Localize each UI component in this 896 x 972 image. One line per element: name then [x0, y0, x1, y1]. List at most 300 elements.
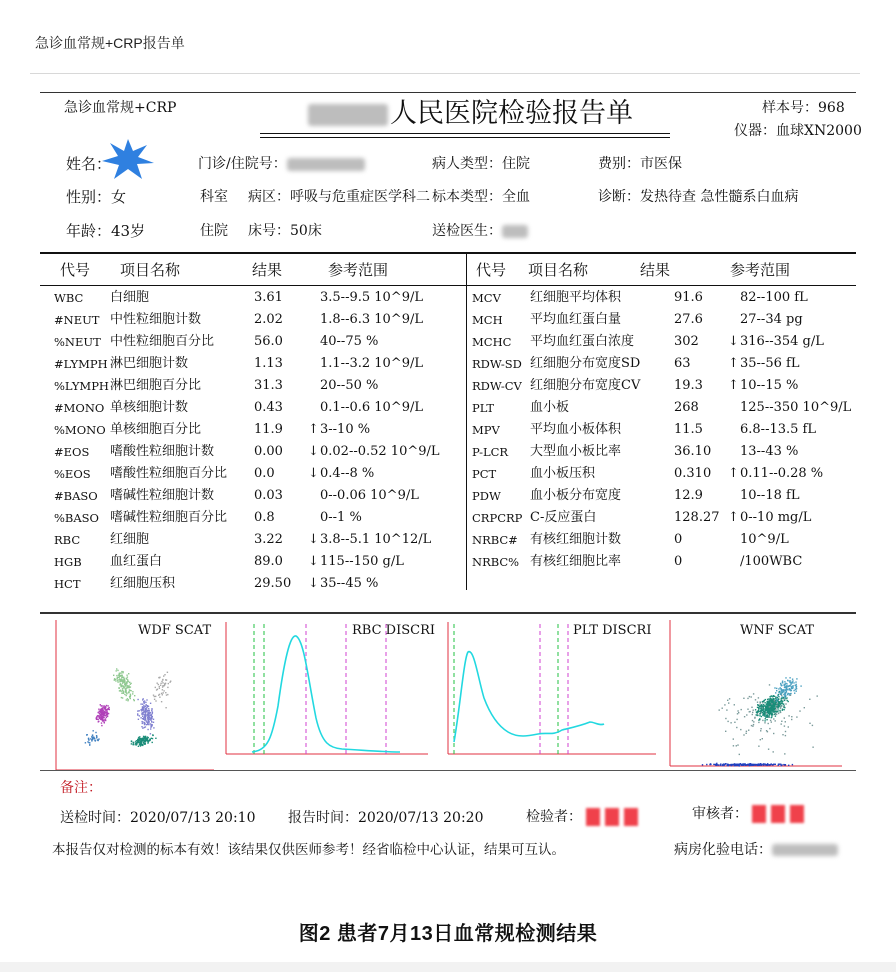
- scatter-dot: [767, 715, 768, 716]
- scatter-dot: [154, 699, 155, 700]
- lab-report: [40, 92, 862, 870]
- clinic-number-label: 门诊/住院号：: [198, 156, 365, 172]
- scatter-dot: [125, 690, 126, 691]
- scatter-dot: [715, 764, 716, 765]
- scatter-dot: [724, 704, 725, 705]
- scatter-dot: [760, 713, 761, 714]
- scatter-dot: [148, 719, 149, 720]
- scatter-dot: [786, 697, 787, 698]
- scatter-dot: [749, 696, 750, 697]
- scatter-dot: [744, 764, 745, 765]
- scatter-dot: [800, 685, 801, 686]
- scatter-dot: [103, 721, 104, 722]
- scatter-dot: [758, 705, 759, 706]
- result-code: MCH: [472, 313, 503, 327]
- scatter-dot: [119, 690, 120, 691]
- result-code: #EOS: [54, 445, 90, 459]
- scatter-dot: [122, 688, 123, 689]
- result-range: 125--350 10^9/L: [740, 400, 852, 415]
- result-name: 血小板压积: [530, 466, 596, 481]
- scatter-dot: [778, 688, 779, 689]
- scatter-dot: [128, 681, 129, 682]
- scatter-dot: [776, 688, 777, 689]
- result-flag: ↓: [308, 466, 319, 481]
- scatter-dot: [152, 724, 153, 725]
- scatter-dot: [765, 699, 766, 700]
- result-range: 35--56 fL: [740, 356, 800, 371]
- scatter-dot: [746, 731, 747, 732]
- scatter-dot: [147, 736, 148, 737]
- scatter-dot: [782, 682, 783, 683]
- scatter-dot: [761, 712, 762, 713]
- fee-type: 费别：市医保: [598, 156, 682, 172]
- scatter-dot: [139, 715, 140, 716]
- result-name: 平均血小板体积: [530, 422, 622, 437]
- scatter-dot: [119, 679, 120, 680]
- scatter-dot: [101, 714, 102, 715]
- scatter-dot: [142, 704, 143, 705]
- scatter-dot: [736, 719, 737, 720]
- scatter-dot: [105, 709, 106, 710]
- scatter-dot: [141, 721, 142, 722]
- scatter-dot: [142, 706, 143, 707]
- scatter-dot: [773, 695, 774, 696]
- scatter-dot: [790, 684, 791, 685]
- scatter-dot: [159, 686, 160, 687]
- scatter-dot: [159, 697, 160, 698]
- diagnosis: 诊断：发热待查 急性髓系白血病: [598, 189, 799, 205]
- scatter-dot: [139, 740, 140, 741]
- result-range: 10--15 %: [740, 378, 799, 393]
- scatter-dot: [752, 764, 753, 765]
- scatter-dot: [781, 689, 782, 690]
- scatter-dot: [739, 764, 740, 765]
- scatter-dot: [769, 714, 770, 715]
- scatter-dot: [786, 687, 787, 688]
- scatter-dot: [130, 696, 131, 697]
- scatter-dot: [736, 764, 737, 765]
- scatter-dot: [166, 694, 167, 695]
- disclaimer: 本报告仅对检测的标本有效！该结果仅供医师参考！经省临检中心认证，结果可互认。: [52, 842, 565, 858]
- scatter-dot: [117, 677, 118, 678]
- page-header-title: 急诊血常规+CRP报告单: [35, 35, 185, 51]
- scatter-dot: [146, 704, 147, 705]
- result-code: HCT: [54, 577, 81, 591]
- result-result: 0.43: [254, 400, 283, 415]
- scatter-dot: [149, 710, 150, 711]
- result-range: 1.8--6.3 10^9/L: [320, 312, 423, 327]
- scatter-dot: [710, 763, 711, 764]
- result-name: 嗜酸性粒细胞百分比: [110, 466, 228, 481]
- result-result: 268: [674, 400, 699, 415]
- scatter-dot: [122, 690, 123, 691]
- scatter-dot: [92, 738, 93, 739]
- scatter-dot: [99, 715, 100, 716]
- scatter-dot: [729, 764, 730, 765]
- result-range: 0.11--0.28 %: [740, 466, 824, 481]
- scatter-dot: [768, 723, 769, 724]
- scatter-dot: [738, 765, 739, 766]
- scatter-dot: [762, 707, 763, 708]
- scatter-dot: [148, 713, 149, 714]
- scatter-dot: [158, 684, 159, 685]
- result-result: 2.02: [254, 312, 283, 327]
- scatter-dot: [781, 695, 782, 696]
- scatter-dot: [101, 715, 102, 716]
- scatter-dot: [151, 721, 152, 722]
- scatter-dot: [147, 724, 148, 725]
- redacted-name-mark: [102, 139, 154, 179]
- scatter-dot: [162, 686, 163, 687]
- result-result: 36.10: [674, 444, 712, 459]
- scatter-dot: [734, 765, 735, 766]
- report-top-border: [40, 92, 856, 93]
- doctor-label: 送检医生：: [432, 223, 528, 239]
- scatter-dot: [775, 764, 776, 765]
- table-top-border: [40, 252, 856, 254]
- scatter-dot: [762, 738, 763, 739]
- result-code: RDW-CV: [472, 379, 522, 393]
- scatter-dot: [780, 684, 781, 685]
- scatter-dot: [163, 692, 164, 693]
- result-code: %MONO: [54, 423, 106, 437]
- scatter-dot: [786, 691, 787, 692]
- scatter-dot: [781, 721, 782, 722]
- result-flag: ↑: [308, 422, 319, 437]
- scatter-dot: [778, 704, 779, 705]
- wnf-title: WNF SCAT: [740, 623, 815, 638]
- scatter-dot: [101, 725, 102, 726]
- scatter-dot: [746, 714, 747, 715]
- scatter-dot: [140, 745, 141, 746]
- scatter-dot: [128, 673, 129, 674]
- scatter-dot: [792, 687, 793, 688]
- scatter-dot: [792, 680, 793, 681]
- scatter-dot: [729, 698, 730, 699]
- scatter-dot: [114, 678, 115, 679]
- redacted-doctor-name: [502, 225, 528, 238]
- scatter-dot: [101, 712, 102, 713]
- result-range: 0--0.06 10^9/L: [320, 488, 419, 503]
- scatter-dot: [788, 715, 789, 716]
- result-result: 12.9: [674, 488, 703, 503]
- scatter-dot: [764, 720, 765, 721]
- hospital-title-row: [308, 98, 633, 130]
- result-name: 平均血红蛋白浓度: [530, 334, 635, 349]
- result-result: 56.0: [254, 334, 283, 349]
- right-header-range: 参考范围: [730, 261, 791, 279]
- table-column-divider: [466, 254, 467, 590]
- result-code: MPV: [472, 423, 500, 437]
- scatter-dot: [147, 741, 148, 742]
- scatter-dot: [144, 736, 145, 737]
- scatter-dot: [144, 720, 145, 721]
- scatter-dot: [749, 711, 750, 712]
- scatter-dot: [773, 751, 774, 752]
- wnf-scattergram: [666, 618, 846, 774]
- scatter-dot: [88, 738, 89, 739]
- charts-bottom-border: [40, 770, 856, 771]
- result-result: 1.13: [254, 356, 283, 371]
- scatter-dot: [754, 717, 755, 718]
- scatter-dot: [117, 670, 118, 671]
- scatter-dot: [772, 706, 773, 707]
- reviewer: 审核者：: [692, 805, 809, 823]
- result-flag: ↓: [308, 554, 319, 569]
- scatter-dot: [117, 681, 118, 682]
- scatter-dot: [772, 701, 773, 702]
- scatter-dot: [167, 687, 168, 688]
- dept-label: 科室: [200, 189, 228, 205]
- scatter-dot: [771, 717, 772, 718]
- scatter-dot: [757, 707, 758, 708]
- scatter-dot: [726, 709, 727, 710]
- bed-number: 床号：50床: [248, 223, 322, 239]
- scatter-dot: [156, 689, 157, 690]
- scatter-dot: [780, 687, 781, 688]
- scatter-dot: [147, 729, 148, 730]
- scatter-dot: [770, 698, 771, 699]
- scatter-dot: [123, 671, 124, 672]
- scatter-dot: [767, 699, 768, 700]
- scatter-dot: [790, 695, 791, 696]
- scatter-dot: [145, 708, 146, 709]
- scatter-dot: [142, 716, 143, 717]
- scatter-dot: [141, 709, 142, 710]
- scatter-dot: [785, 697, 786, 698]
- scatter-dot: [791, 690, 792, 691]
- result-code: MCHC: [472, 335, 512, 349]
- scatter-dot: [105, 706, 106, 707]
- right-header-result: 结果: [640, 261, 671, 279]
- scatter-dot: [100, 704, 101, 705]
- redacted-reviewer-2: [771, 805, 785, 823]
- result-name: C-反应蛋白: [530, 510, 597, 525]
- scatter-dot: [773, 712, 774, 713]
- scatter-dot: [141, 742, 142, 743]
- scatter-dot: [145, 706, 146, 707]
- scatter-dot: [779, 704, 780, 705]
- scatter-dot: [150, 723, 151, 724]
- scatter-dot: [105, 720, 106, 721]
- scatter-dot: [161, 693, 162, 694]
- scatter-dot: [96, 735, 97, 736]
- scatter-dot: [751, 707, 752, 708]
- report-subtitle: 急诊血常规+CRP: [64, 100, 177, 116]
- scatter-dot: [761, 705, 762, 706]
- scatter-dot: [148, 708, 149, 709]
- result-result: 3.61: [254, 290, 283, 305]
- scatter-dot: [764, 722, 765, 723]
- scatter-dot: [809, 699, 810, 700]
- scatter-dot: [103, 705, 104, 706]
- sample-number: 样本号：968: [762, 100, 845, 116]
- scatter-dot: [817, 695, 818, 696]
- scatter-dot: [162, 689, 163, 690]
- scatter-dot: [101, 722, 102, 723]
- scatter-dot: [743, 698, 744, 699]
- scatter-dot: [787, 685, 788, 686]
- scatter-dot: [159, 677, 160, 678]
- scatter-dot: [784, 684, 785, 685]
- scatter-dot: [787, 694, 788, 695]
- scatter-dot: [137, 714, 138, 715]
- scatter-dot: [155, 687, 156, 688]
- scatter-dot: [155, 696, 156, 697]
- result-code: %LYMPH: [54, 379, 109, 393]
- result-code: RBC: [54, 533, 81, 547]
- result-code: NRBC%: [472, 555, 520, 569]
- result-code: PDW: [472, 489, 501, 503]
- scatter-dot: [103, 708, 104, 709]
- scatter-dot: [736, 745, 737, 746]
- result-code: CRPCRP: [472, 511, 523, 525]
- scatter-dot: [768, 698, 769, 699]
- scatter-dot: [791, 719, 792, 720]
- scatter-dot: [86, 734, 87, 735]
- redacted-reviewer-1: [752, 805, 766, 823]
- result-code: WBC: [54, 291, 84, 305]
- scatter-dot: [775, 709, 776, 710]
- scatter-dot: [132, 744, 133, 745]
- scatter-dot: [760, 702, 761, 703]
- scatter-dot: [768, 711, 769, 712]
- scatter-dot: [781, 723, 782, 724]
- scatter-dot: [755, 699, 756, 700]
- result-range: /100WBC: [740, 554, 803, 569]
- scatter-dot: [734, 722, 735, 723]
- scatter-dot: [764, 715, 765, 716]
- scatter-dot: [120, 680, 121, 681]
- scatter-dot: [100, 710, 101, 711]
- result-code: NRBC#: [472, 533, 518, 547]
- scatter-dot: [758, 746, 759, 747]
- result-name: 单核细胞计数: [110, 400, 189, 415]
- scatter-dot: [96, 716, 97, 717]
- result-code: PLT: [472, 401, 495, 415]
- scatter-dot: [142, 728, 143, 729]
- result-name: 血小板分布宽度: [530, 488, 622, 503]
- scatter-dot: [147, 715, 148, 716]
- result-code: #MONO: [54, 401, 105, 415]
- scatter-dot: [780, 683, 781, 684]
- scatter-dot: [783, 691, 784, 692]
- scatter-dot: [104, 711, 105, 712]
- redacted-examiner-3: [624, 808, 638, 826]
- scatter-dot: [133, 742, 134, 743]
- result-range: 40--75 %: [320, 334, 379, 349]
- scatter-dot: [728, 765, 729, 766]
- scatter-dot: [778, 703, 779, 704]
- result-name: 红细胞压积: [110, 576, 176, 591]
- scatter-dot: [140, 703, 141, 704]
- scatter-dot: [103, 715, 104, 716]
- scatter-dot: [769, 709, 770, 710]
- scatter-dot: [103, 713, 104, 714]
- scatter-dot: [804, 707, 805, 708]
- page-bottom-band: [0, 962, 896, 972]
- scatter-dot: [153, 695, 154, 696]
- scatter-dot: [138, 719, 139, 720]
- scatter-dot: [137, 710, 138, 711]
- scatter-dot: [796, 691, 797, 692]
- scatter-dot: [777, 709, 778, 710]
- scatter-dot: [138, 746, 139, 747]
- result-name: 平均血红蛋白量: [530, 312, 622, 327]
- right-header-code: 代号: [476, 261, 507, 279]
- scatter-dot: [772, 709, 773, 710]
- scatter-dot: [794, 693, 795, 694]
- scatter-dot: [739, 754, 740, 755]
- scatter-dot: [785, 731, 786, 732]
- scatter-dot: [795, 689, 796, 690]
- scatter-dot: [725, 763, 726, 764]
- result-range: 13--43 %: [740, 444, 799, 459]
- scatter-dot: [146, 699, 147, 700]
- scatter-dot: [114, 679, 115, 680]
- scatter-dot: [132, 691, 133, 692]
- scatter-dot: [756, 764, 757, 765]
- scatter-dot: [105, 718, 106, 719]
- scatter-dot: [122, 683, 123, 684]
- result-code: #NEUT: [54, 313, 100, 327]
- scatter-dot: [782, 703, 783, 704]
- result-name: 红细胞: [110, 532, 150, 547]
- scatter-dot: [143, 717, 144, 718]
- scatter-dot: [784, 700, 785, 701]
- scatter-dot: [146, 740, 147, 741]
- result-flag: ↑: [728, 356, 739, 371]
- scatter-dot: [113, 675, 114, 676]
- scatter-dot: [736, 727, 737, 728]
- scatter-dot: [122, 681, 123, 682]
- scatter-dot: [776, 700, 777, 701]
- scatter-dot: [787, 680, 788, 681]
- scatter-dot: [760, 730, 761, 731]
- scatter-dot: [784, 725, 785, 726]
- scatter-dot: [137, 739, 138, 740]
- scatter-dot: [129, 689, 130, 690]
- scatter-dot: [785, 721, 786, 722]
- scatter-dot: [745, 764, 746, 765]
- left-header-name: 项目名称: [120, 261, 181, 279]
- scatter-dot: [784, 698, 785, 699]
- scatter-dot: [765, 718, 766, 719]
- scatter-dot: [106, 714, 107, 715]
- result-range: 0--1 %: [320, 510, 362, 525]
- scatter-dot: [753, 710, 754, 711]
- scatter-dot: [150, 712, 151, 713]
- hospital-title: 人民医院检验报告单: [390, 98, 633, 129]
- scatter-dot: [752, 714, 753, 715]
- scatter-dot: [747, 698, 748, 699]
- scatter-dot: [126, 685, 127, 686]
- scatter-dot: [775, 702, 776, 703]
- scatter-dot: [761, 716, 762, 717]
- scatter-dot: [767, 763, 768, 764]
- scatter-dot: [121, 676, 122, 677]
- scatter-dot: [752, 720, 753, 721]
- scatter-dot: [772, 711, 773, 712]
- scatter-dot: [120, 675, 121, 676]
- scatter-dot: [145, 718, 146, 719]
- result-flag: ↑: [728, 378, 739, 393]
- scatter-dot: [101, 709, 102, 710]
- scatter-dot: [107, 716, 108, 717]
- scatter-dot: [776, 690, 777, 691]
- scatter-dot: [756, 714, 757, 715]
- result-code: #BASO: [54, 489, 98, 503]
